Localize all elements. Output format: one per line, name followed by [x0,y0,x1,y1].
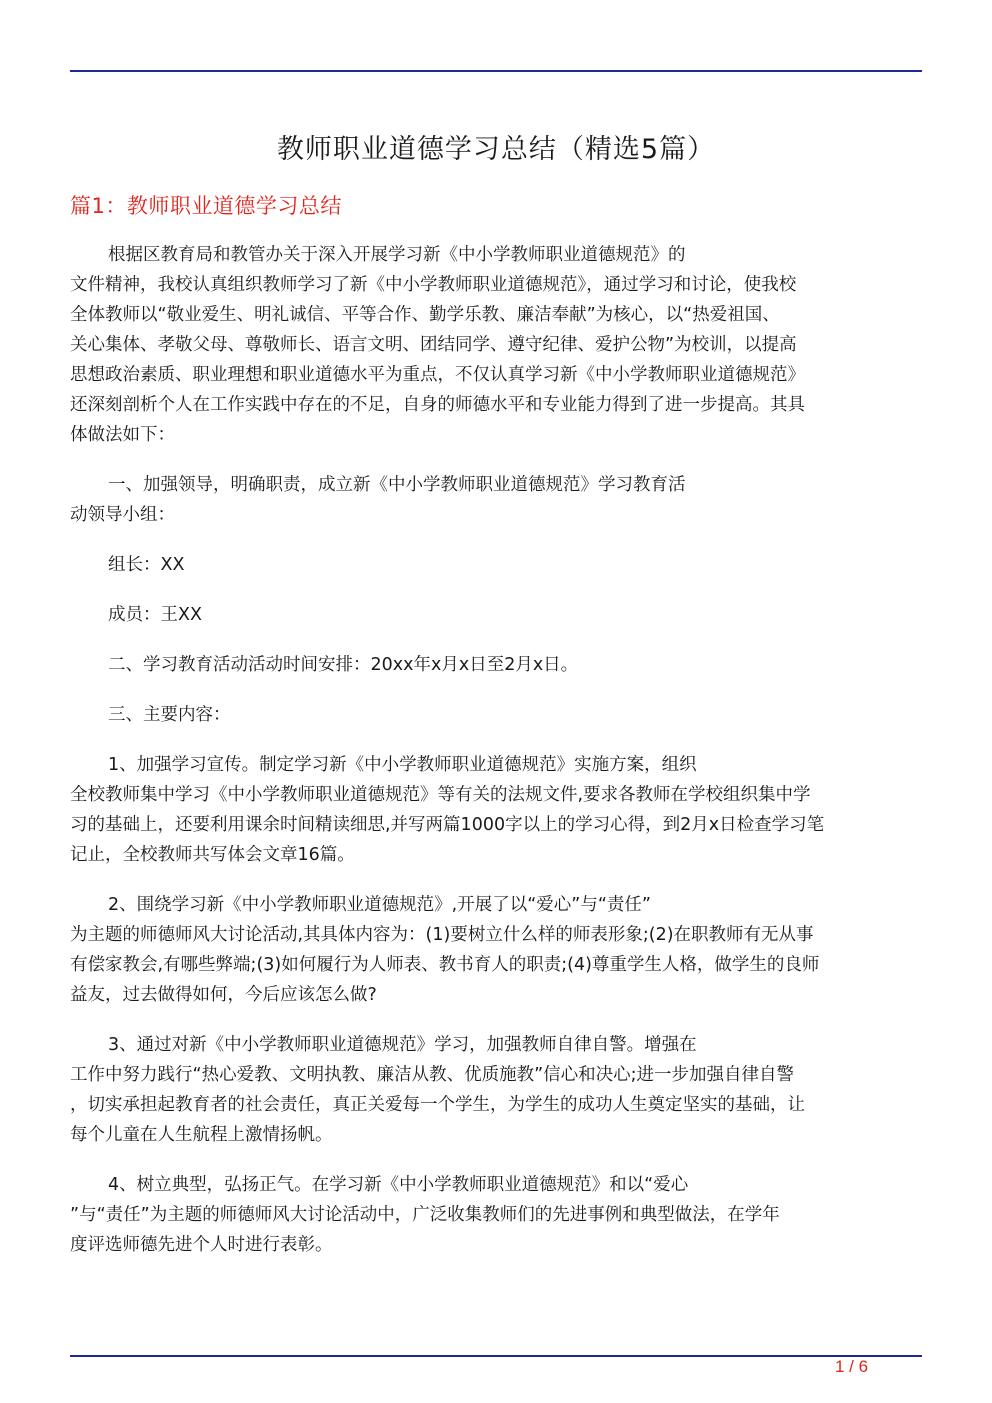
paragraph [70,600,922,630]
paragraph-line: 全校教师集中学习《中小学教师职业道德规范》等有关的法规文件,要求各教师在学校组织集中学 [70,785,811,805]
paragraph-line: 三、主要内容： [108,705,231,725]
paragraph-line: 一、加强领导，明确职责，成立新《中小学教师职业道德规范》学习教育活 [108,475,686,495]
paragraph-line: 思想政治素质、职业理想和职业道德水平为重点，不仅认真学习新《中小学教师职业道德规范》 [70,365,805,385]
paragraph [70,650,922,680]
paragraph [70,240,922,450]
paragraph-line: 根据区教育局和教管办关于深入开展学习新《中小学教师职业道德规范》的 [108,245,686,265]
paragraph-line: ，切实承担起教育者的社会责任，真正关爱每一个学生，为学生的成功人生奠定坚实的基础，让 [70,1095,805,1115]
paragraph-line: 有偿家教会,有哪些弊端;(3)如何履行为人师表、教书育人的职责;(4)尊重学生人格，做学生的良师 [70,955,820,975]
section-heading: 篇1：教师职业道德学习总结 [70,194,342,218]
paragraph [70,1170,922,1260]
paragraph-line: 还深刻剖析个人在工作实践中存在的不足，自身的师德水平和专业能力得到了进一步提高。其具 [70,395,805,415]
paragraph-line: 4、树立典型，弘扬正气。在学习新《中小学教师职业道德规范》和以“爱心 [108,1175,689,1195]
paragraph [70,750,922,870]
paragraph-line: 3、通过对新《中小学教师职业道德规范》学习，加强教师自律自警。增强在 [108,1035,697,1055]
document-body [70,240,922,1280]
page-title: 教师职业道德学习总结（精选5篇） [276,134,716,165]
paragraph [70,550,922,580]
bottom-rule [70,1355,922,1357]
paragraph-line: ”与“责任”为主题的师德师风大讨论活动中，广泛收集教师们的先进事例和典型做法，在学年 [70,1205,780,1225]
paragraph-line: 工作中努力践行“热心爱教、文明执教、廉洁从教、优质施教”信心和决心;进一步加强自律自警 [70,1065,795,1085]
paragraph-line: 文件精神，我校认真组织教师学习了新《中小学教师职业道德规范》，通过学习和讨论，使我校 [70,275,797,295]
paragraph-line: 成员：王XX [108,605,202,625]
paragraph-line: 为主题的师德师风大讨论活动,其具体内容为：(1)要树立什么样的师表形象;(2)在职教师有无从事 [70,925,814,945]
paragraph-line: 1、加强学习宣传。制定学习新《中小学教师职业道德规范》实施方案，组织 [108,755,697,775]
paragraph-line: 关心集体、孝敬父母、尊敬师长、语言文明、团结同学、遵守纪律、爱护公物”为校训，以提高 [70,335,797,355]
paragraph [70,470,922,530]
page-indicator: 1 / 6 [835,1357,869,1376]
paragraph-line: 动领导小组： [70,505,175,525]
paragraph-line: 益友，过去做得如何，今后应该怎么做? [70,985,377,1005]
paragraph-line: 组长：XX [108,555,185,575]
paragraph-line: 度评选师德先进个人时进行表彰。 [70,1235,333,1255]
paragraph-line: 体做法如下： [70,425,175,445]
paragraph-line: 习的基础上，还要利用课余时间精读细思,并写两篇1000字以上的学习心得，到2月x日检查学习笔 [70,815,825,835]
paragraph [70,700,922,730]
paragraph [70,1030,922,1150]
paragraph-line: 记止，全校教师共写体会文章16篇。 [70,845,355,865]
paragraph-line: 全体教师以“敬业爱生、明礼诚信、平等合作、勤学乐教、廉洁奉献”为核心，以“热爱祖国、 [70,305,780,325]
paragraph [70,890,922,1010]
paragraph-line: 二、学习教育活动活动时间安排：20xx年x月x日至2月x日。 [108,655,579,675]
top-rule [70,70,922,72]
paragraph-line: 每个儿童在人生航程上激情扬帆。 [70,1125,333,1145]
paragraph-line: 2、围绕学习新《中小学教师职业道德规范》,开展了以“爱心”与“责任” [108,895,651,915]
